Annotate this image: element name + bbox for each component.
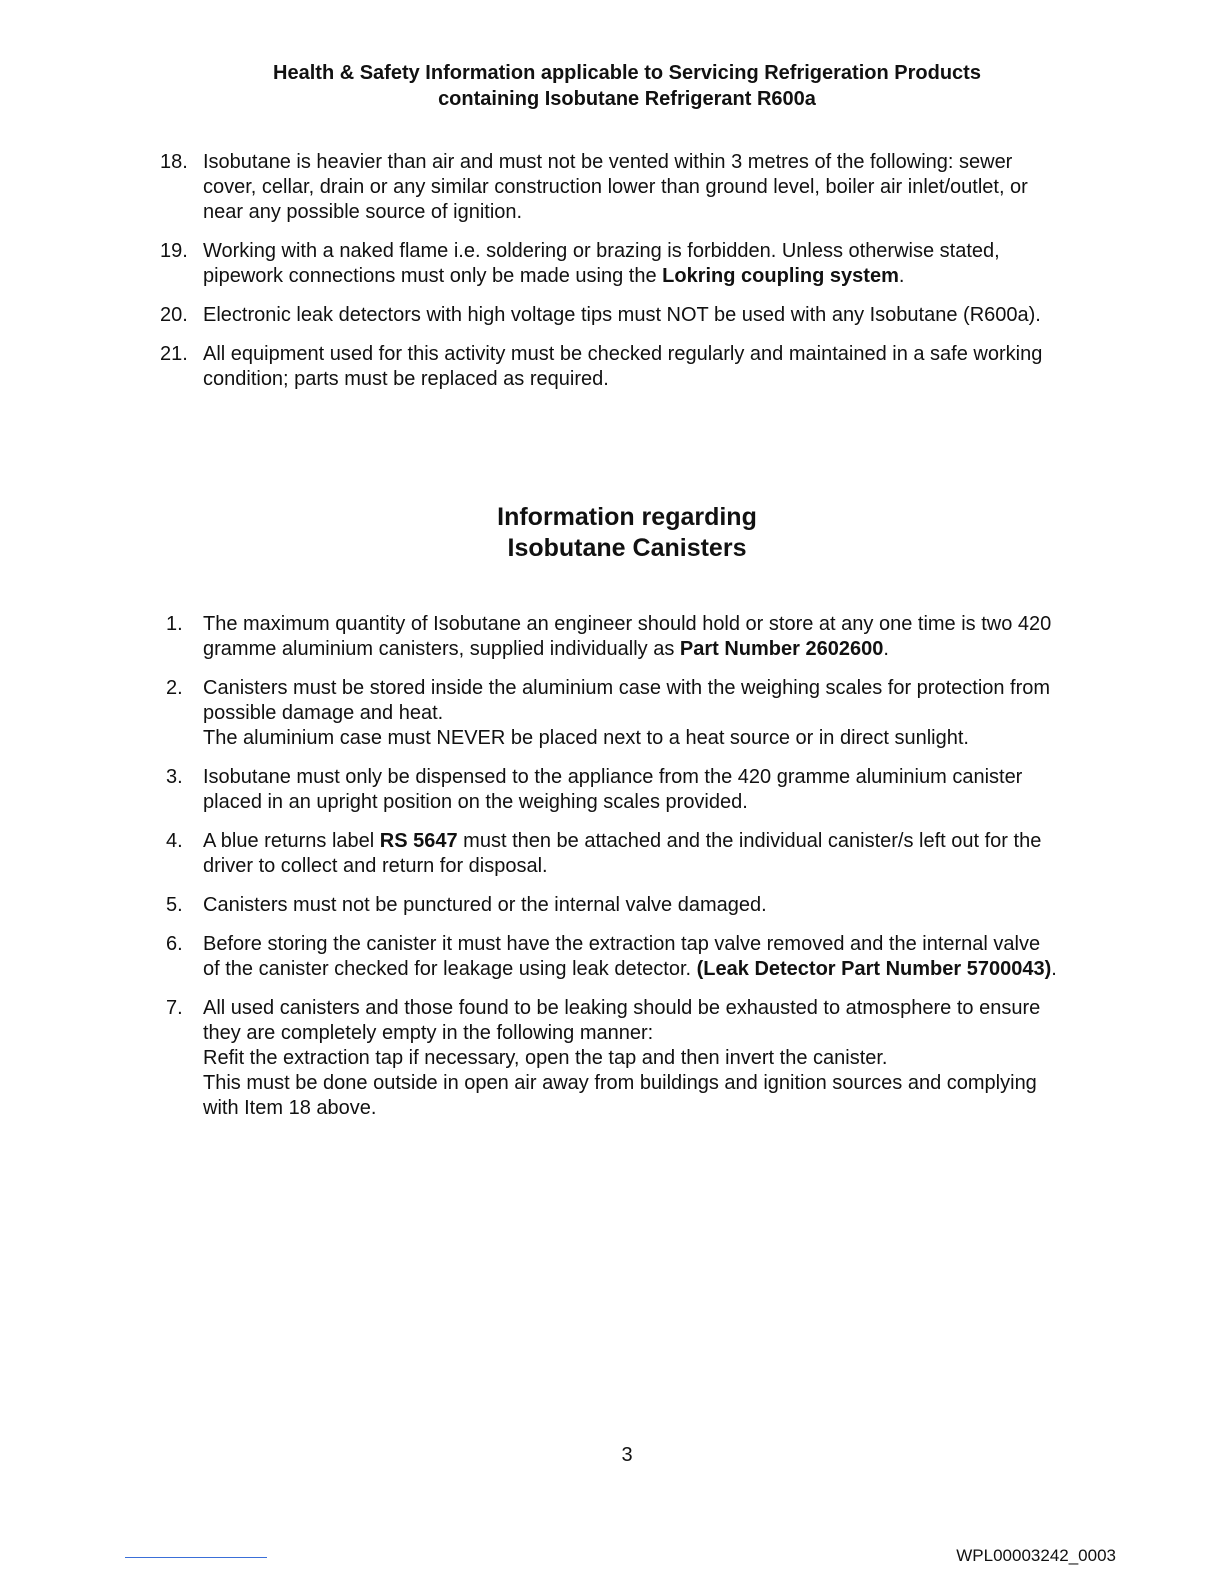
item-line: Isobutane is heavier than air and must not be vented within 3 metres of the following: sewer [203,151,1013,173]
item-text [203,612,1100,662]
item-bold-text: Lokring coupling system [662,265,899,287]
item-text-segment: A blue returns label [203,830,380,852]
item-number: 3. [166,766,183,788]
list-item [160,932,1100,982]
section-title-line-1: Information regarding [497,503,757,531]
item-text [203,150,1100,225]
item-line: Canisters must be stored inside the aluminium case with the weighing scales for protection from [203,677,1051,699]
item-line: cover, cellar, drain or any similar construction lower than ground level, boiler air inlet/outlet, or [203,176,1028,198]
item-text [203,676,1100,751]
item-line: All used canisters and those found to be leaking should be exhausted to atmosphere to ensure [203,997,1041,1019]
item-line: placed in an upright position on the weighing scales provided. [203,791,748,813]
list-item [160,150,1100,225]
document-header [0,60,1224,112]
item-text [203,893,1100,918]
item-text [203,829,1100,879]
item-number: 21. [160,343,188,365]
item-text-segment: . [883,638,889,660]
item-line [203,637,1100,662]
list-item [160,342,1100,392]
item-line [203,829,1100,854]
item-number: 20. [160,304,188,326]
item-line: Canisters must not be punctured or the internal valve damaged. [203,894,767,916]
item-number: 7. [166,997,183,1019]
item-line [203,264,1100,289]
list-item [160,893,1100,918]
list-item [160,996,1100,1121]
item-line: All equipment used for this activity must be checked regularly and maintained in a safe working [203,343,1043,365]
item-text-segment: . [1051,958,1057,980]
section-title [0,502,1224,564]
list-item [160,612,1100,662]
item-text [203,303,1100,328]
item-text-segment: pipework connections must only be made using the [203,265,663,287]
item-number: 6. [166,933,183,955]
list-item [160,303,1100,328]
item-line: This must be done outside in open air away from buildings and ignition sources and complying [203,1072,1037,1094]
item-text [203,932,1100,982]
item-text [203,239,1100,289]
header-line-1: Health & Safety Information applicable to Servicing Refrigeration Products [273,62,981,84]
list-item [160,829,1100,879]
document-id: WPL00003242_0003 [956,1546,1116,1565]
item-number: 4. [166,830,183,852]
item-line: Isobutane must only be dispensed to the appliance from the 420 gramme aluminium canister [203,766,1023,788]
item-line: The maximum quantity of Isobutane an engineer should hold or store at any one time is two 420 [203,613,1052,635]
item-line [203,957,1100,982]
item-text [203,342,1100,392]
safety-items-list [160,150,1100,406]
item-number: 19. [160,240,188,262]
item-bold-text: RS 5647 [379,830,458,852]
item-bold-text: (Leak Detector Part Number 5700043) [696,958,1052,980]
header-line-2: containing Isobutane Refrigerant R600a [438,88,816,110]
list-item [160,239,1100,289]
item-line: with Item 18 above. [203,1097,377,1119]
list-item [160,765,1100,815]
item-text-segment: gramme aluminium canisters, supplied individually as [203,638,680,660]
item-line: possible damage and heat. [203,702,444,724]
item-line: driver to collect and return for disposal. [203,855,548,877]
item-line: Electronic leak detectors with high voltage tips must NOT be used with any Isobutane (R600a). [203,304,1041,326]
item-text-segment: of the canister checked for leakage using leak detector. [203,958,697,980]
item-line: Before storing the canister it must have the extraction tap valve removed and the internal valve [203,933,1041,955]
item-text [203,996,1100,1121]
item-line: The aluminium case must NEVER be placed next to a heat source or in direct sunlight. [203,727,969,749]
item-line: Working with a naked flame i.e. soldering or brazing is forbidden. Unless otherwise stated, [203,240,1000,262]
item-line: Refit the extraction tap if necessary, open the tap and then invert the canister. [203,1047,888,1069]
canister-items-list [160,612,1100,1135]
footer-divider [125,1557,267,1558]
section-title-line-2: Isobutane Canisters [507,534,747,562]
item-line: near any possible source of ignition. [203,201,523,223]
page-number: 3 [621,1444,633,1466]
item-number: 1. [166,613,183,635]
list-item [160,676,1100,751]
item-number: 5. [166,894,183,916]
item-line: they are completely empty in the following manner: [203,1022,654,1044]
item-number: 2. [166,677,183,699]
item-text [203,765,1100,815]
item-text-segment: must then be attached and the individual canister/s left out for the [457,830,1042,852]
item-line: condition; parts must be replaced as required. [203,368,609,390]
item-text-segment: . [898,265,905,287]
item-bold-text: Part Number 2602600 [679,638,884,660]
item-number: 18. [160,151,188,173]
